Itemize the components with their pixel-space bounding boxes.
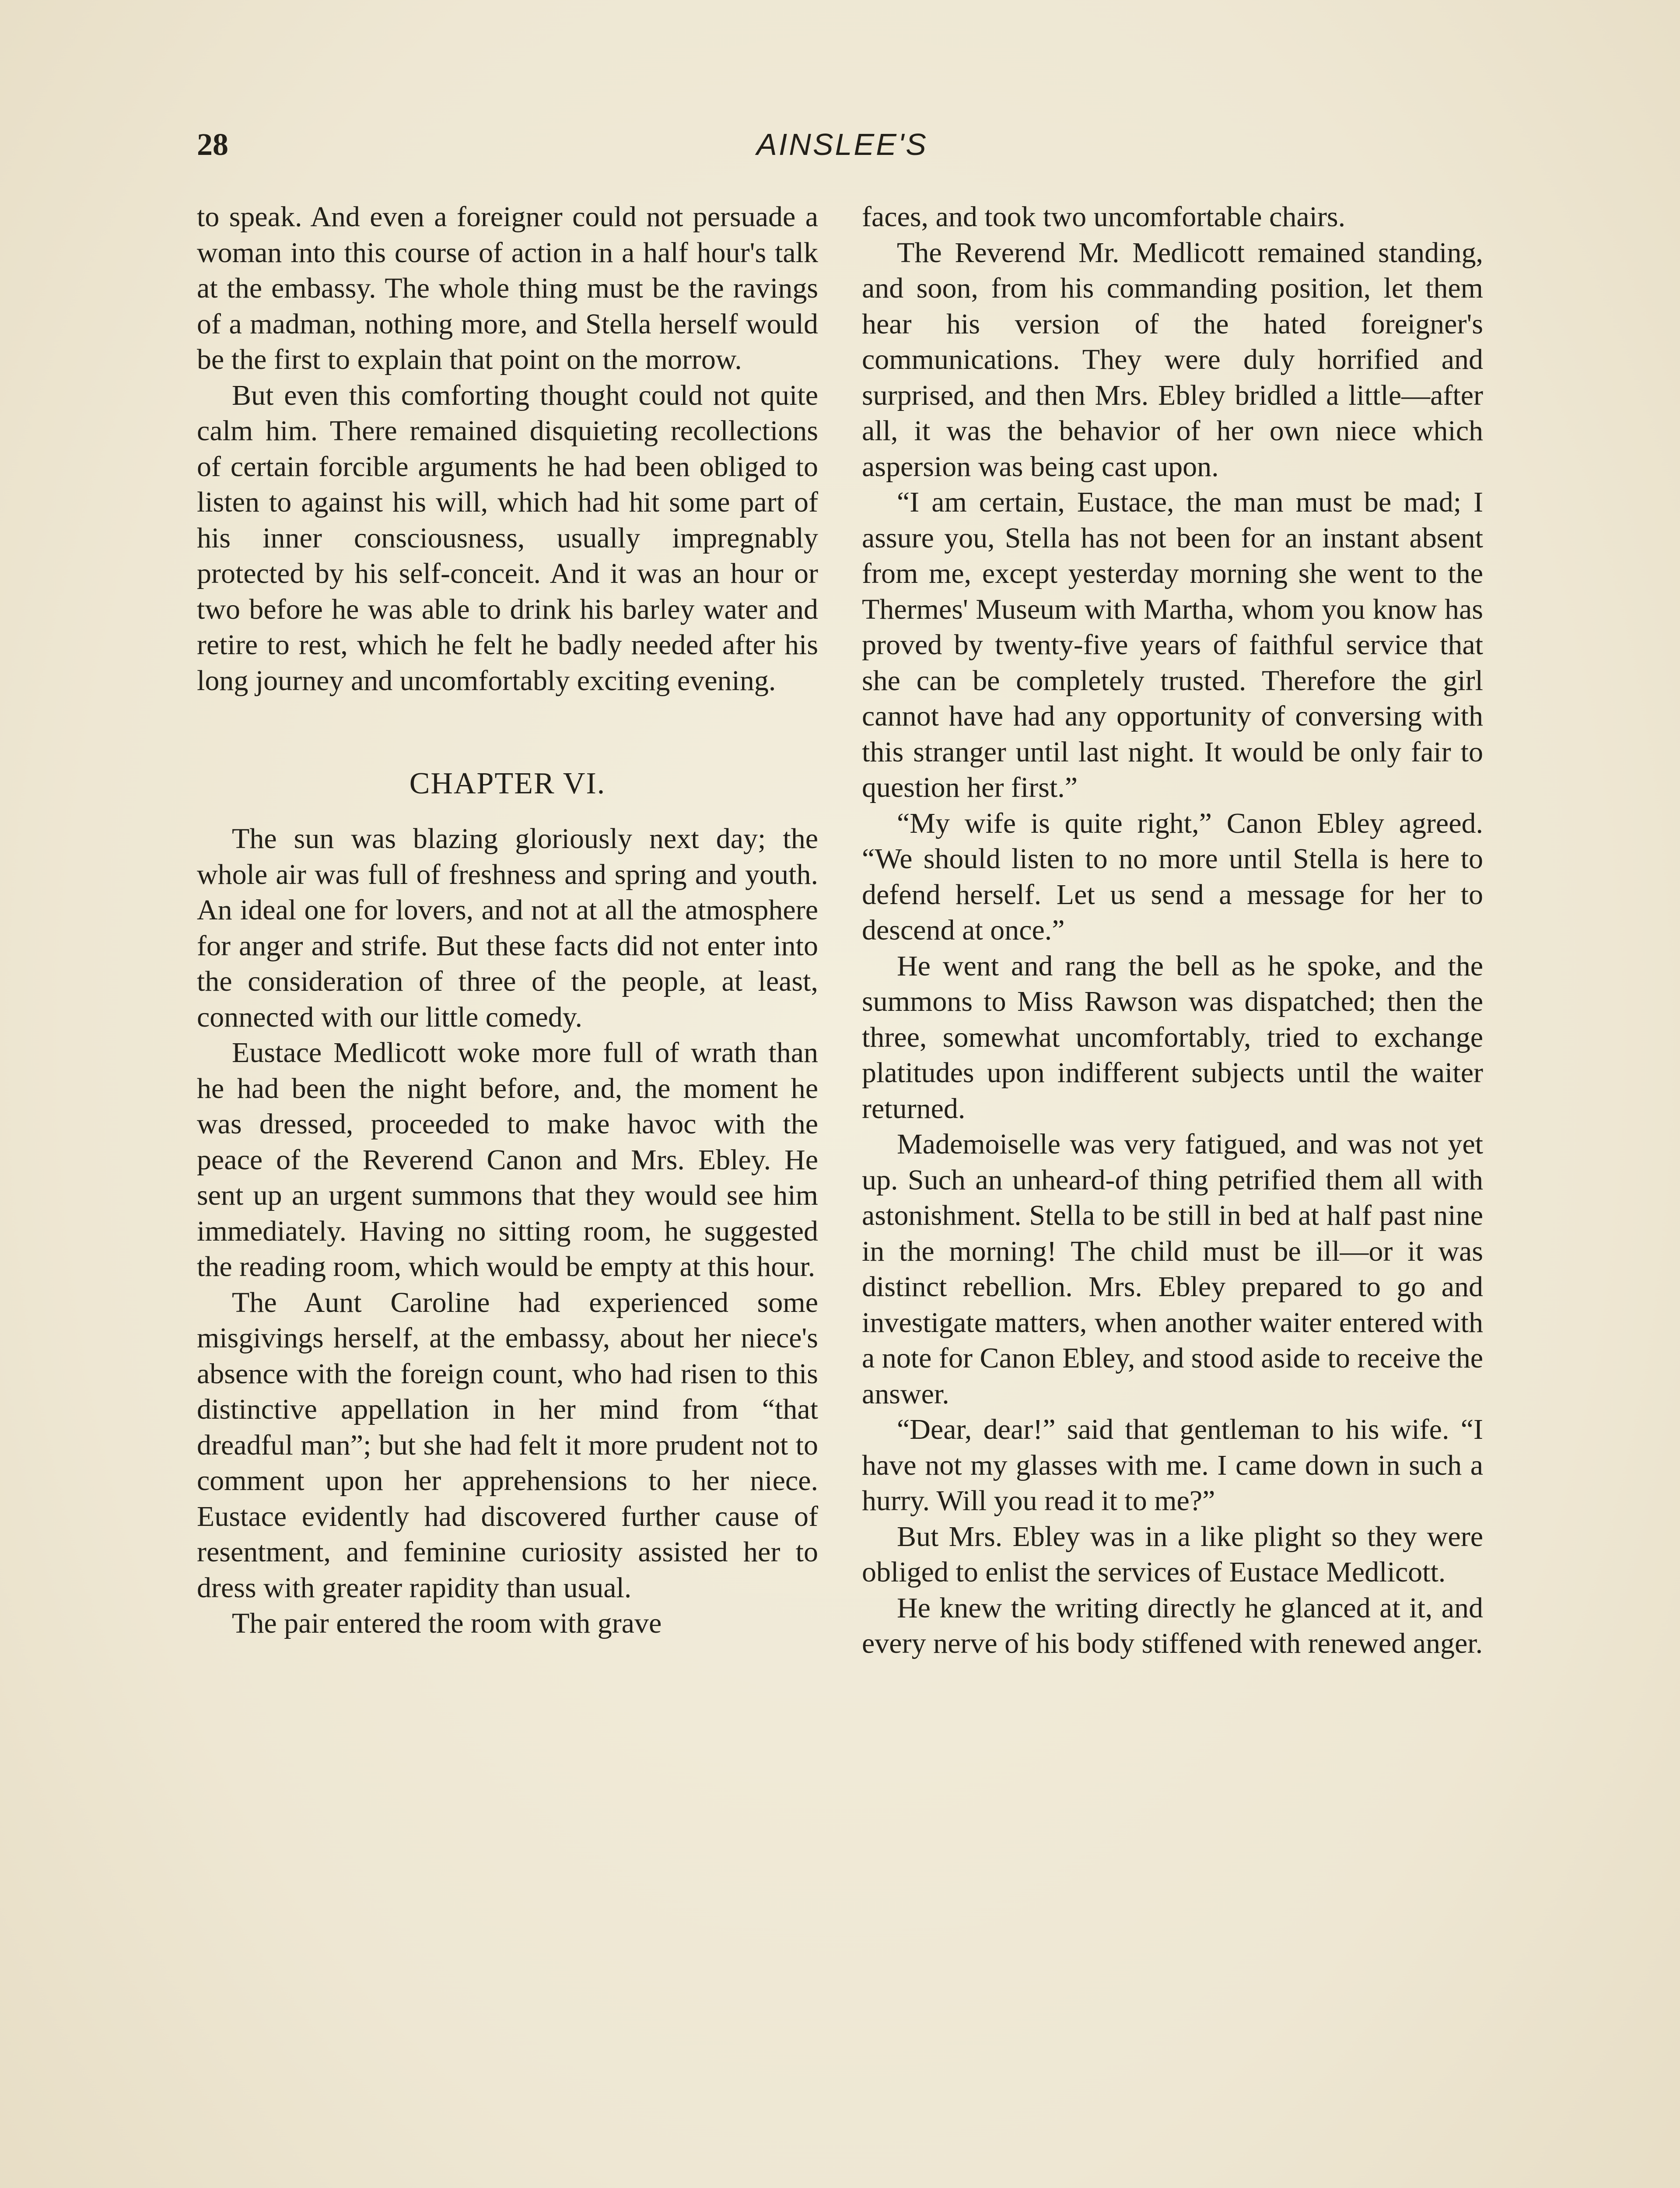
paragraph: faces, and took two uncomfortable chairs. [862, 201, 1346, 233]
paragraph: But even this comforting thought could not quite calm him. There remained disquieting recollections of certain forcible arguments he had been obliged to listen to against his will, which had hit some part of his inner consciousness, usually impregnably protected by his self-conceit. And it was an hour or two before he was able to drink his barley water and retire to rest, which he felt he badly needed after his long journey and uncomfortably exciting evening. [197, 379, 818, 697]
paragraph: He went and rang the bell as he spoke, and the summons to Miss Rawson was dispatched; then the three, somewhat uncomfortably, tried to exchange platitudes upon indifferent subjects until the waiter returned. [862, 950, 1483, 1125]
chapter-heading: CHAPTER VI. [409, 767, 606, 800]
right-column [862, 199, 1483, 1662]
paragraph: Eustace Medlicott woke more full of wrath than he had been the night before, and, the moment he was dressed, proceeded to make havoc with the peace of the Reverend Canon and Mrs. Ebley. He sent up an urgent summons that they would see him immediately. Having no sitting room, he suggested the reading room, which would be empty at this hour. [197, 1037, 818, 1283]
paragraph: The pair entered the room with grave [232, 1607, 662, 1639]
paragraph: “My wife is quite right,” Canon Ebley agreed. “We should listen to no more until Stella is here to defend herself. Let us send a message for her to descend at once.” [862, 807, 1483, 946]
paragraph: The Reverend Mr. Medlicott remained standing, and soon, from his commanding position, let them hear his version of the hated foreigner's communications. They were duly horrified and surprised, and then Mrs. Ebley bridled a little—after all, it was the behavior of her own niece which aspersion was being cast upon. [862, 236, 1483, 483]
left-column [197, 199, 818, 1641]
paragraph: Mademoiselle was very fatigued, and was not yet up. Such an unheard-of thing petrified them all with astonishment. Stella to be still in bed at half past nine in the morning! The child must be ill—or it was distinct rebellion. Mrs. Ebley prepared to go and investigate matters, when another waiter entered with a note for Canon Ebley, and stood aside to receive the answer. [862, 1128, 1483, 1410]
paragraph: “Dear, dear!” said that gentleman to his wife. “I have not my glasses with me. I came down in such a hurry. Will you read it to me?” [862, 1413, 1483, 1517]
running-head: AINSLEE'S [756, 127, 928, 161]
paragraph: The Aunt Caroline had experienced some misgivings herself, at the embassy, about her niece's absence with the foreign count, who had risen to this distinctive appellation in her mind from “that dreadful man”; but she had felt it more prudent not to comment upon her apprehensions to her niece. Eustace evidently had discovered further cause of resentment, and feminine curiosity assisted her to dress with greater rapidity than usual. [197, 1286, 818, 1604]
paragraph: “I am certain, Eustace, the man must be mad; I assure you, Stella has not been for an instant absent from me, except yesterday morning she went to the Thermes' Museum with Martha, whom you know has proved by twenty-five years of faithful service that she can be completely trusted. Therefore the girl cannot have had any opportunity of conversing with this stranger until last night. It would be only fair to question her first.” [862, 486, 1483, 803]
page-number: 28 [197, 127, 228, 162]
paragraph: The sun was blazing gloriously next day; the whole air was full of freshness and spring and youth. An ideal one for lovers, and not at all the atmosphere for anger and strife. But these facts did not enter into the consideration of three of the people, at least, connected with our little comedy. [197, 823, 818, 1033]
paragraph: But Mrs. Ebley was in a like plight so they were obliged to enlist the services of Eustace Medlicott. [862, 1520, 1483, 1588]
paragraph: He knew the writing directly he glanced at it, and every nerve of his body stiffened with renewed anger. [862, 1592, 1483, 1659]
page-header [197, 125, 1488, 164]
paragraph: to speak. And even a foreigner could not persuade a woman into this course of action in a half hour's talk at the embassy. The whole thing must be the ravings of a madman, nothing more, and Stella herself would be the first to explain that point on the morrow. [197, 201, 818, 375]
